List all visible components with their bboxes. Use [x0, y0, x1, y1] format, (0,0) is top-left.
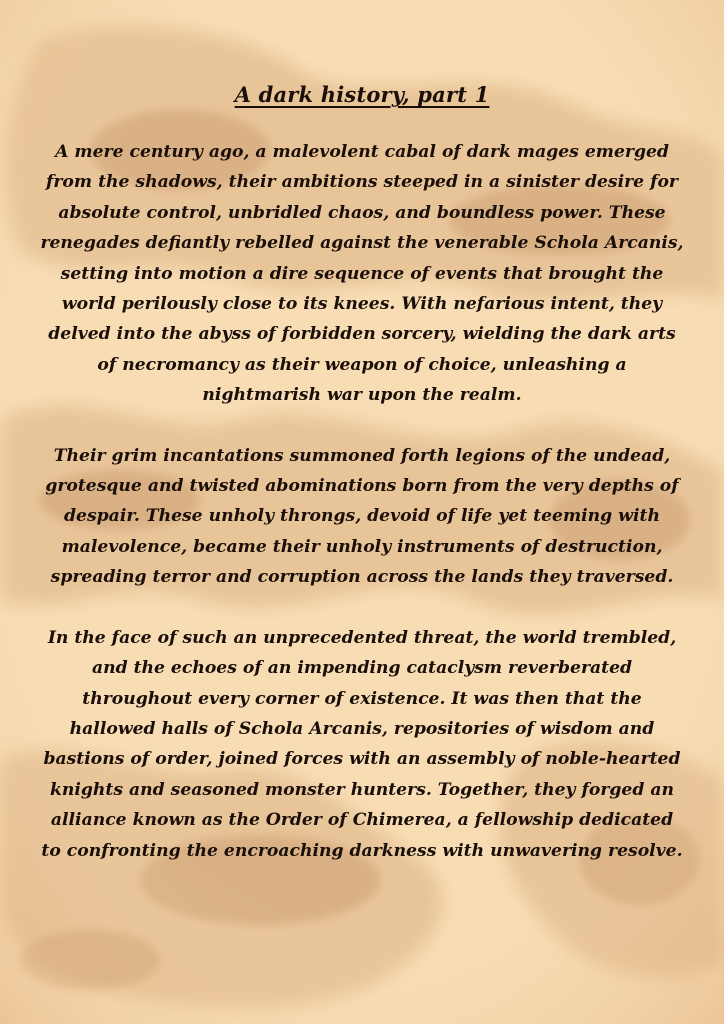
story-paragraph-1: A mere century ago, a malevolent cabal of dark mages emerged from the shadows, their ambitions steeped in a sinister desire for absolute control, unbridled chaos, and boundless power. These renegades defiantly rebelled against the venerable Schola Arcanis, setting into motion a dire sequence of events that brought the world perilously close to its knees. With nefarious intent, they delved into the abyss of forbidden sorcery, wielding the dark arts of necromancy as their weapon of choice, unleashing a nightmarish war upon the realm. [40, 142, 684, 406]
story-page [40, 82, 684, 896]
story-paragraph-2: Their grim incantations summoned forth legions of the undead, grotesque and twisted abominations born from the very depths of despair. These unholy throngs, devoid of life yet teeming with malevolence, became their unholy instruments of destruction, spreading terror and corruption across the lands they traversed. [45, 445, 679, 588]
page-title: A dark history, part 1 [234, 82, 490, 107]
story-paragraph-3: In the face of such an unprecedented threat, the world trembled, and the echoes of an impending cataclysm reverberated throughout every corner of existence. It was then that the hallowed halls of Schola Arcanis, repositories of wisdom and bastions of order, joined forces with an assembly of noble-hearted knights and seasoned monster hunters. Together, they forged an alliance known as the Order of Chimerea, a fellowship dedicated to confronting the encroaching darkness with unwavering resolve. [41, 627, 683, 861]
